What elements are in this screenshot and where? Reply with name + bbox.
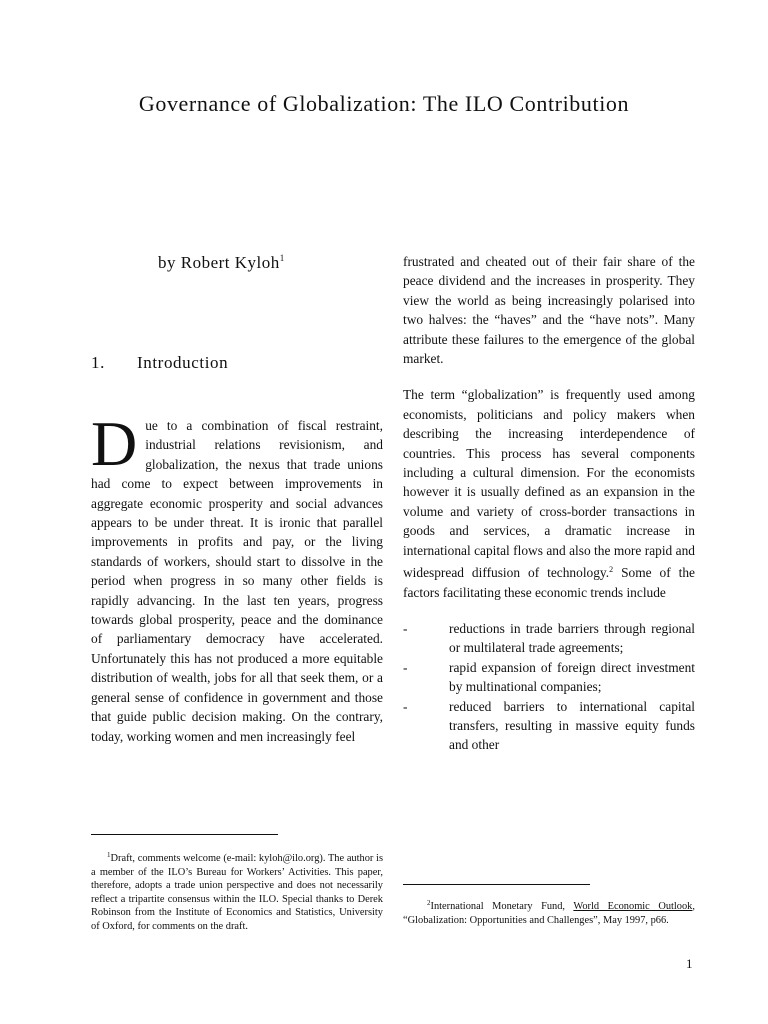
footnote-2-source-title: World Economic Outlook bbox=[573, 901, 693, 912]
footnote-1-ref: 1 bbox=[107, 851, 111, 859]
factors-list bbox=[403, 619, 695, 755]
list-dash: - bbox=[403, 620, 408, 636]
footnote-2: $^2$International Monetary Fund, World Economic Outlook, “Globalization: Opportunities and Challenges”, May 1997, p66. bbox=[403, 899, 695, 926]
list-dash: - bbox=[403, 698, 408, 714]
footnote-separator-left bbox=[91, 834, 278, 835]
footnote-1-text: Draft, comments welcome (e-mail: kyloh@ilo.org). The author is a member of the ILO’s Bureau for Workers’ Activities. This paper, therefore, adopts a trade union perspective and does not necessarily reflect a tripartite consensus within the ILO. Special thanks to Derek Robinson from the Institute of Economics and Statistics, University of Oxford, for comments on the draft. bbox=[91, 853, 383, 932]
page-number: 1 bbox=[686, 956, 693, 971]
list-item: - reduced barriers to international capital transfers, resulting in massive equity funds and other bbox=[403, 698, 695, 753]
author-name: by Robert Kyloh bbox=[158, 253, 280, 272]
footnote-2-ref: 2 bbox=[427, 899, 431, 907]
section-heading bbox=[91, 353, 228, 373]
footnote-1 bbox=[91, 849, 383, 934]
author-footnote-ref: 1 bbox=[279, 253, 285, 263]
right-column bbox=[403, 252, 695, 755]
section-number: 1. bbox=[91, 353, 105, 372]
section-title: Introduction bbox=[137, 353, 229, 372]
intro-paragraph: ue to a combination of fiscal restraint, industrial relations revisionism, and globalization, the nexus that trade unions had come to expect between improvements in aggregate economic prosperity and social advances appears to be under threat. It is ironic that parallel improvements in profits and pay, or the living standards of workers, should start to dissolve in the period when progress in so many other fields is rapidly advancing. In the last ten years, progress towards global prosperity, peace and the dominance of parliamentary democracy have accelerated. Unfortunately this has not produced a more equitable distribution of wealth, jobs for all that seek them, or a general sense of confidence in government and those that guide public decision making. On the contrary, today, working women and men increasingly feel bbox=[91, 418, 383, 744]
paragraph-globalization bbox=[403, 385, 695, 601]
footnote-separator-right bbox=[403, 884, 590, 885]
list-dash: - bbox=[403, 659, 408, 675]
left-column bbox=[91, 408, 383, 746]
footnote-2-ref-inline: 2 bbox=[609, 565, 614, 575]
paragraph-globalization-tail: Some of the factors facilitating these economic trends include bbox=[403, 565, 696, 600]
paragraph-globalization-text: The term “globalization” is frequently used among economists, politicians and policy makers when describing the increasing interdependence of countries. This process has several components including a cultural dimension. For the economists however it is usually defined as an expansion in the volume and variety of cross-border transactions in goods and services, a dramatic increase in international capital flows and also the more rapid and widespread diffusion of technology. bbox=[403, 387, 695, 581]
list-item: - rapid expansion of foreign direct investment by multinational companies; bbox=[403, 659, 695, 695]
drop-cap: D bbox=[91, 408, 138, 479]
paper-title: Governance of Globalization: The ILO Contribution bbox=[138, 91, 630, 116]
author-line bbox=[158, 253, 285, 273]
paragraph-frustrated: frustrated and cheated out of their fair share of the peace dividend and the increases in prosperity. They view the world as being increasingly polarised into two halves: the “haves” and the “have nots”. Many attribute these failures to the emergence of the global market. bbox=[403, 254, 695, 367]
list-item: - reductions in trade barriers through regional or multilateral trade agreements; bbox=[403, 620, 695, 656]
